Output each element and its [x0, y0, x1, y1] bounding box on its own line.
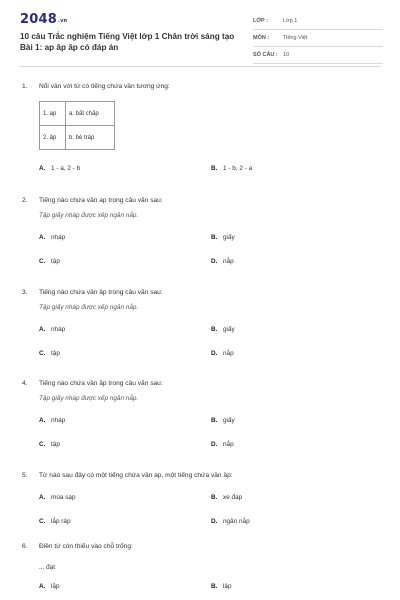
question-sentence: ... đạt	[39, 564, 55, 571]
question-stem: Tiếng nào chứa vần âp trong câu văn sau:	[39, 289, 163, 296]
meta-value: 10	[283, 52, 290, 58]
question-2	[22, 196, 382, 273]
option-a[interactable]	[39, 325, 65, 334]
option-b[interactable]	[211, 164, 252, 173]
options	[22, 233, 382, 273]
option-text: nắp	[223, 258, 234, 265]
option-a[interactable]	[39, 582, 60, 591]
option-letter: C.	[39, 518, 46, 525]
meta-info	[253, 13, 383, 64]
matching-table	[39, 101, 115, 150]
question-number: 4.	[22, 380, 28, 387]
table-row	[40, 102, 115, 126]
option-d[interactable]	[211, 517, 250, 526]
option-text: lặp	[51, 583, 60, 590]
option-letter: A.	[39, 417, 46, 424]
option-text: lập	[223, 583, 232, 590]
question-number: 6.	[22, 543, 28, 550]
option-text: giấy	[223, 234, 235, 241]
option-d[interactable]	[211, 257, 234, 266]
option-c[interactable]	[39, 257, 60, 266]
option-text: nháp	[51, 234, 66, 241]
option-letter: C.	[39, 441, 46, 448]
question-5	[22, 471, 382, 533]
option-text: giấy	[223, 326, 235, 333]
option-b[interactable]	[211, 493, 242, 502]
option-d[interactable]	[211, 349, 234, 358]
table-cell: b. bé tráp	[66, 126, 115, 150]
option-text: tập	[51, 441, 60, 448]
question-3	[22, 288, 382, 365]
option-letter: B.	[211, 494, 218, 501]
option-a[interactable]	[39, 164, 80, 173]
option-text: tập	[51, 258, 60, 265]
question-1	[22, 82, 382, 178]
option-letter: C.	[39, 258, 46, 265]
option-text: nháp	[51, 326, 66, 333]
meta-row-subject	[253, 30, 383, 47]
option-text: 1 - a, 2 - b	[51, 165, 81, 172]
option-text: lắp ráp	[51, 518, 71, 525]
meta-value: Tiếng Việt	[283, 35, 308, 41]
question-stem: Tiếng nào chứa vần ăp trong câu văn sau:	[39, 380, 163, 387]
question-number: 1.	[22, 83, 28, 90]
option-b[interactable]	[211, 582, 232, 591]
option-letter: D.	[211, 258, 218, 265]
option-letter: B.	[211, 326, 218, 333]
option-a[interactable]	[39, 233, 65, 242]
option-letter: B.	[211, 583, 218, 590]
table-cell: 1. ap	[40, 102, 66, 126]
logo-text: 2048	[20, 12, 57, 27]
site-logo[interactable]	[20, 12, 67, 27]
meta-row-grade	[253, 13, 383, 30]
question-sentence: Tập giấy nháp được xếp ngăn nắp.	[39, 395, 139, 402]
option-letter: A.	[39, 165, 46, 172]
options	[22, 416, 382, 456]
option-letter: D.	[211, 518, 218, 525]
question-stem: Điền từ còn thiếu vào chỗ trống:	[39, 543, 133, 550]
option-b[interactable]	[211, 233, 235, 242]
table-cell: 2. âp	[40, 126, 66, 150]
option-text: nắp	[223, 441, 234, 448]
meta-key: MÔN :	[253, 35, 270, 41]
option-letter: D.	[211, 441, 218, 448]
option-text: nháp	[51, 417, 66, 424]
table-cell: a. bất chấp	[66, 102, 115, 126]
question-4	[22, 379, 382, 456]
option-b[interactable]	[211, 416, 235, 425]
options	[22, 164, 382, 178]
option-letter: B.	[211, 234, 218, 241]
option-c[interactable]	[39, 517, 71, 526]
table-row	[40, 126, 115, 150]
option-letter: A.	[39, 583, 46, 590]
option-d[interactable]	[211, 440, 234, 449]
option-b[interactable]	[211, 325, 235, 334]
header-divider	[20, 66, 380, 67]
option-text: nắp	[223, 350, 234, 357]
option-letter: B.	[211, 417, 218, 424]
meta-value: Lớp 1	[283, 18, 298, 24]
question-number: 2.	[22, 197, 28, 204]
options	[22, 582, 382, 594]
meta-key: LỚP :	[253, 18, 268, 24]
option-text: giấy	[223, 417, 235, 424]
document-title: 10 câu Trắc nghiệm Tiếng Việt lớp 1 Chân trời sáng tạo Bài 1: ap âp ăp có đáp án	[20, 32, 235, 52]
question-stem: Từ nào sau đây có một tiếng chứa vần ap, một tiếng chứa vần âp:	[39, 472, 233, 479]
option-letter: A.	[39, 494, 46, 501]
option-text: 1 - b, 2 - a	[223, 165, 253, 172]
meta-row-count	[253, 47, 383, 64]
logo-suffix: .vn	[57, 18, 68, 24]
meta-key: SỐ CÂU :	[253, 52, 278, 58]
options	[22, 325, 382, 365]
option-letter: A.	[39, 234, 46, 241]
option-c[interactable]	[39, 349, 60, 358]
question-6	[22, 542, 382, 594]
option-c[interactable]	[39, 440, 60, 449]
options	[22, 493, 382, 533]
question-sentence: Tập giấy nháp được xếp ngăn nắp.	[39, 304, 139, 311]
option-a[interactable]	[39, 416, 65, 425]
option-text: ngăn nắp	[223, 518, 250, 525]
question-number: 3.	[22, 289, 28, 296]
question-stem: Tiếng nào chứa vần ap trong câu văn sau:	[39, 197, 163, 204]
question-stem: Nối vần với từ có tiếng chứa vần tương ứng:	[39, 83, 170, 90]
question-sentence: Tập giấy nháp được xếp ngăn nắp.	[39, 212, 139, 219]
option-text: mùa sạp	[51, 494, 76, 501]
option-a[interactable]	[39, 493, 76, 502]
option-letter: B.	[211, 165, 218, 172]
option-text: xe đạp	[223, 494, 243, 501]
question-number: 5.	[22, 472, 28, 479]
option-text: tập	[51, 350, 60, 357]
option-letter: C.	[39, 350, 46, 357]
option-letter: A.	[39, 326, 46, 333]
option-letter: D.	[211, 350, 218, 357]
